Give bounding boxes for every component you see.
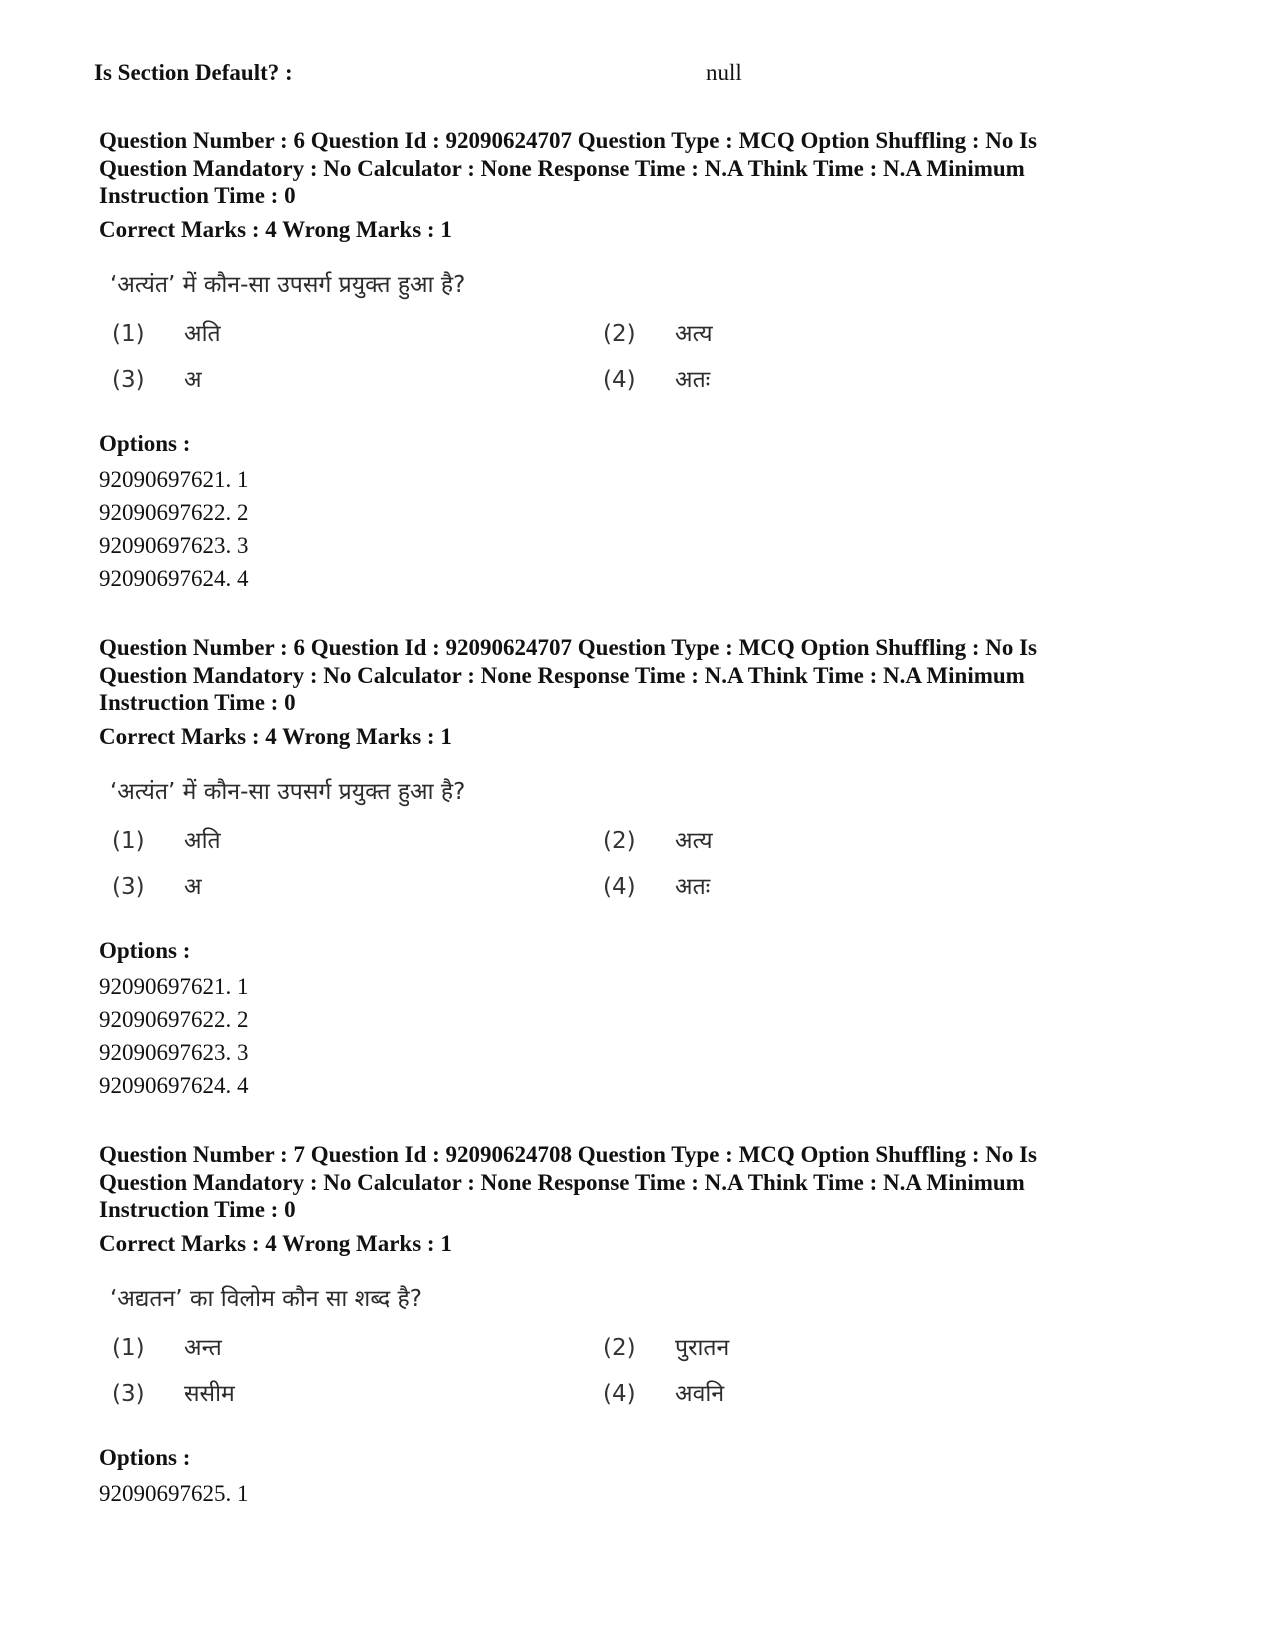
question-block <box>99 127 1199 595</box>
choice-text: अतः <box>675 367 711 393</box>
choice-item <box>112 360 202 400</box>
options-list <box>99 463 1199 595</box>
option-id-item: 92090697622. 2 <box>99 1007 249 1032</box>
question-text: ‘अत्यंत’ में कौन-सा उपसर्ग प्रयुक्त हुआ है? <box>110 272 466 298</box>
question-metadata: Question Number : 6 Question Id : 92090624707 Question Type : MCQ Option Shuffling : No Is Question Mandatory : No Calculator : None Response Time : N.A Think Time : N.A Minimum Instruction Time : 0 <box>99 128 1038 208</box>
option-id-item: 92090697623. 3 <box>99 1040 249 1065</box>
choice-text: अत्य <box>675 321 713 347</box>
section-default-value: null <box>706 60 742 85</box>
choice-item <box>603 1374 724 1414</box>
choice-item <box>603 360 710 400</box>
choice-text: अन्त <box>184 1335 222 1361</box>
option-id-item: 92090697621. 1 <box>99 974 249 999</box>
question-marks: Correct Marks : 4 Wrong Marks : 1 <box>99 723 452 749</box>
options-label: Options : <box>99 938 191 963</box>
question-text: ‘अत्यंत’ में कौन-सा उपसर्ग प्रयुक्त हुआ है? <box>110 779 466 805</box>
choice-text: अति <box>184 321 221 347</box>
option-id-item: 92090697623. 3 <box>99 533 249 558</box>
choice-item <box>603 821 713 861</box>
choice-text: ससीम <box>184 1381 235 1407</box>
option-id-item: 92090697624. 4 <box>99 566 249 591</box>
choice-item <box>112 1374 235 1414</box>
section-default-row <box>94 60 1194 92</box>
choice-item <box>112 821 221 861</box>
choice-number: (3) <box>112 874 145 900</box>
choice-item <box>112 1328 222 1368</box>
question-marks: Correct Marks : 4 Wrong Marks : 1 <box>99 1230 452 1256</box>
choice-item <box>603 1328 729 1368</box>
choice-text: अवनि <box>675 1381 725 1407</box>
choice-item <box>112 867 202 907</box>
choice-number: (4) <box>603 874 636 900</box>
choice-item <box>603 314 713 354</box>
option-id-item: 92090697622. 2 <box>99 500 249 525</box>
choice-number: (3) <box>112 367 145 393</box>
choice-text: अति <box>184 828 221 854</box>
option-id-item: 92090697624. 4 <box>99 1073 249 1098</box>
choice-text: अत्य <box>675 828 713 854</box>
choice-grid <box>99 821 1199 913</box>
choice-text: अतः <box>675 874 711 900</box>
option-id-item: 92090697621. 1 <box>99 467 249 492</box>
choice-text: अ <box>184 367 202 393</box>
question-block <box>99 634 1199 1102</box>
section-default-label: Is Section Default? : <box>94 60 293 85</box>
choice-text: अ <box>184 874 202 900</box>
choice-number: (4) <box>603 367 636 393</box>
choice-number: (2) <box>603 321 636 347</box>
choice-item <box>603 867 710 907</box>
option-id-item: 92090697625. 1 <box>99 1481 249 1506</box>
choice-number: (1) <box>112 321 145 347</box>
question-metadata: Question Number : 6 Question Id : 92090624707 Question Type : MCQ Option Shuffling : No Is Question Mandatory : No Calculator : None Response Time : N.A Think Time : N.A Minimum Instruction Time : 0 <box>99 635 1038 715</box>
choice-text: पुरातन <box>675 1335 730 1361</box>
question-block <box>99 1141 1199 1510</box>
choice-number: (2) <box>603 828 636 854</box>
choice-number: (2) <box>603 1335 636 1361</box>
choice-number: (1) <box>112 1335 145 1361</box>
options-label: Options : <box>99 1445 191 1470</box>
choice-number: (1) <box>112 828 145 854</box>
choice-number: (3) <box>112 1381 145 1407</box>
question-metadata: Question Number : 7 Question Id : 92090624708 Question Type : MCQ Option Shuffling : No Is Question Mandatory : No Calculator : None Response Time : N.A Think Time : N.A Minimum Instruction Time : 0 <box>99 1142 1038 1222</box>
choice-number: (4) <box>603 1381 636 1407</box>
options-label: Options : <box>99 431 191 456</box>
question-marks: Correct Marks : 4 Wrong Marks : 1 <box>99 216 452 242</box>
choice-grid <box>99 1328 1199 1420</box>
question-text: ‘अद्यतन’ का विलोम कौन सा शब्द है? <box>110 1286 422 1312</box>
choice-item <box>112 314 221 354</box>
options-list <box>99 970 1199 1102</box>
choice-grid <box>99 314 1199 406</box>
options-list <box>99 1477 1199 1510</box>
